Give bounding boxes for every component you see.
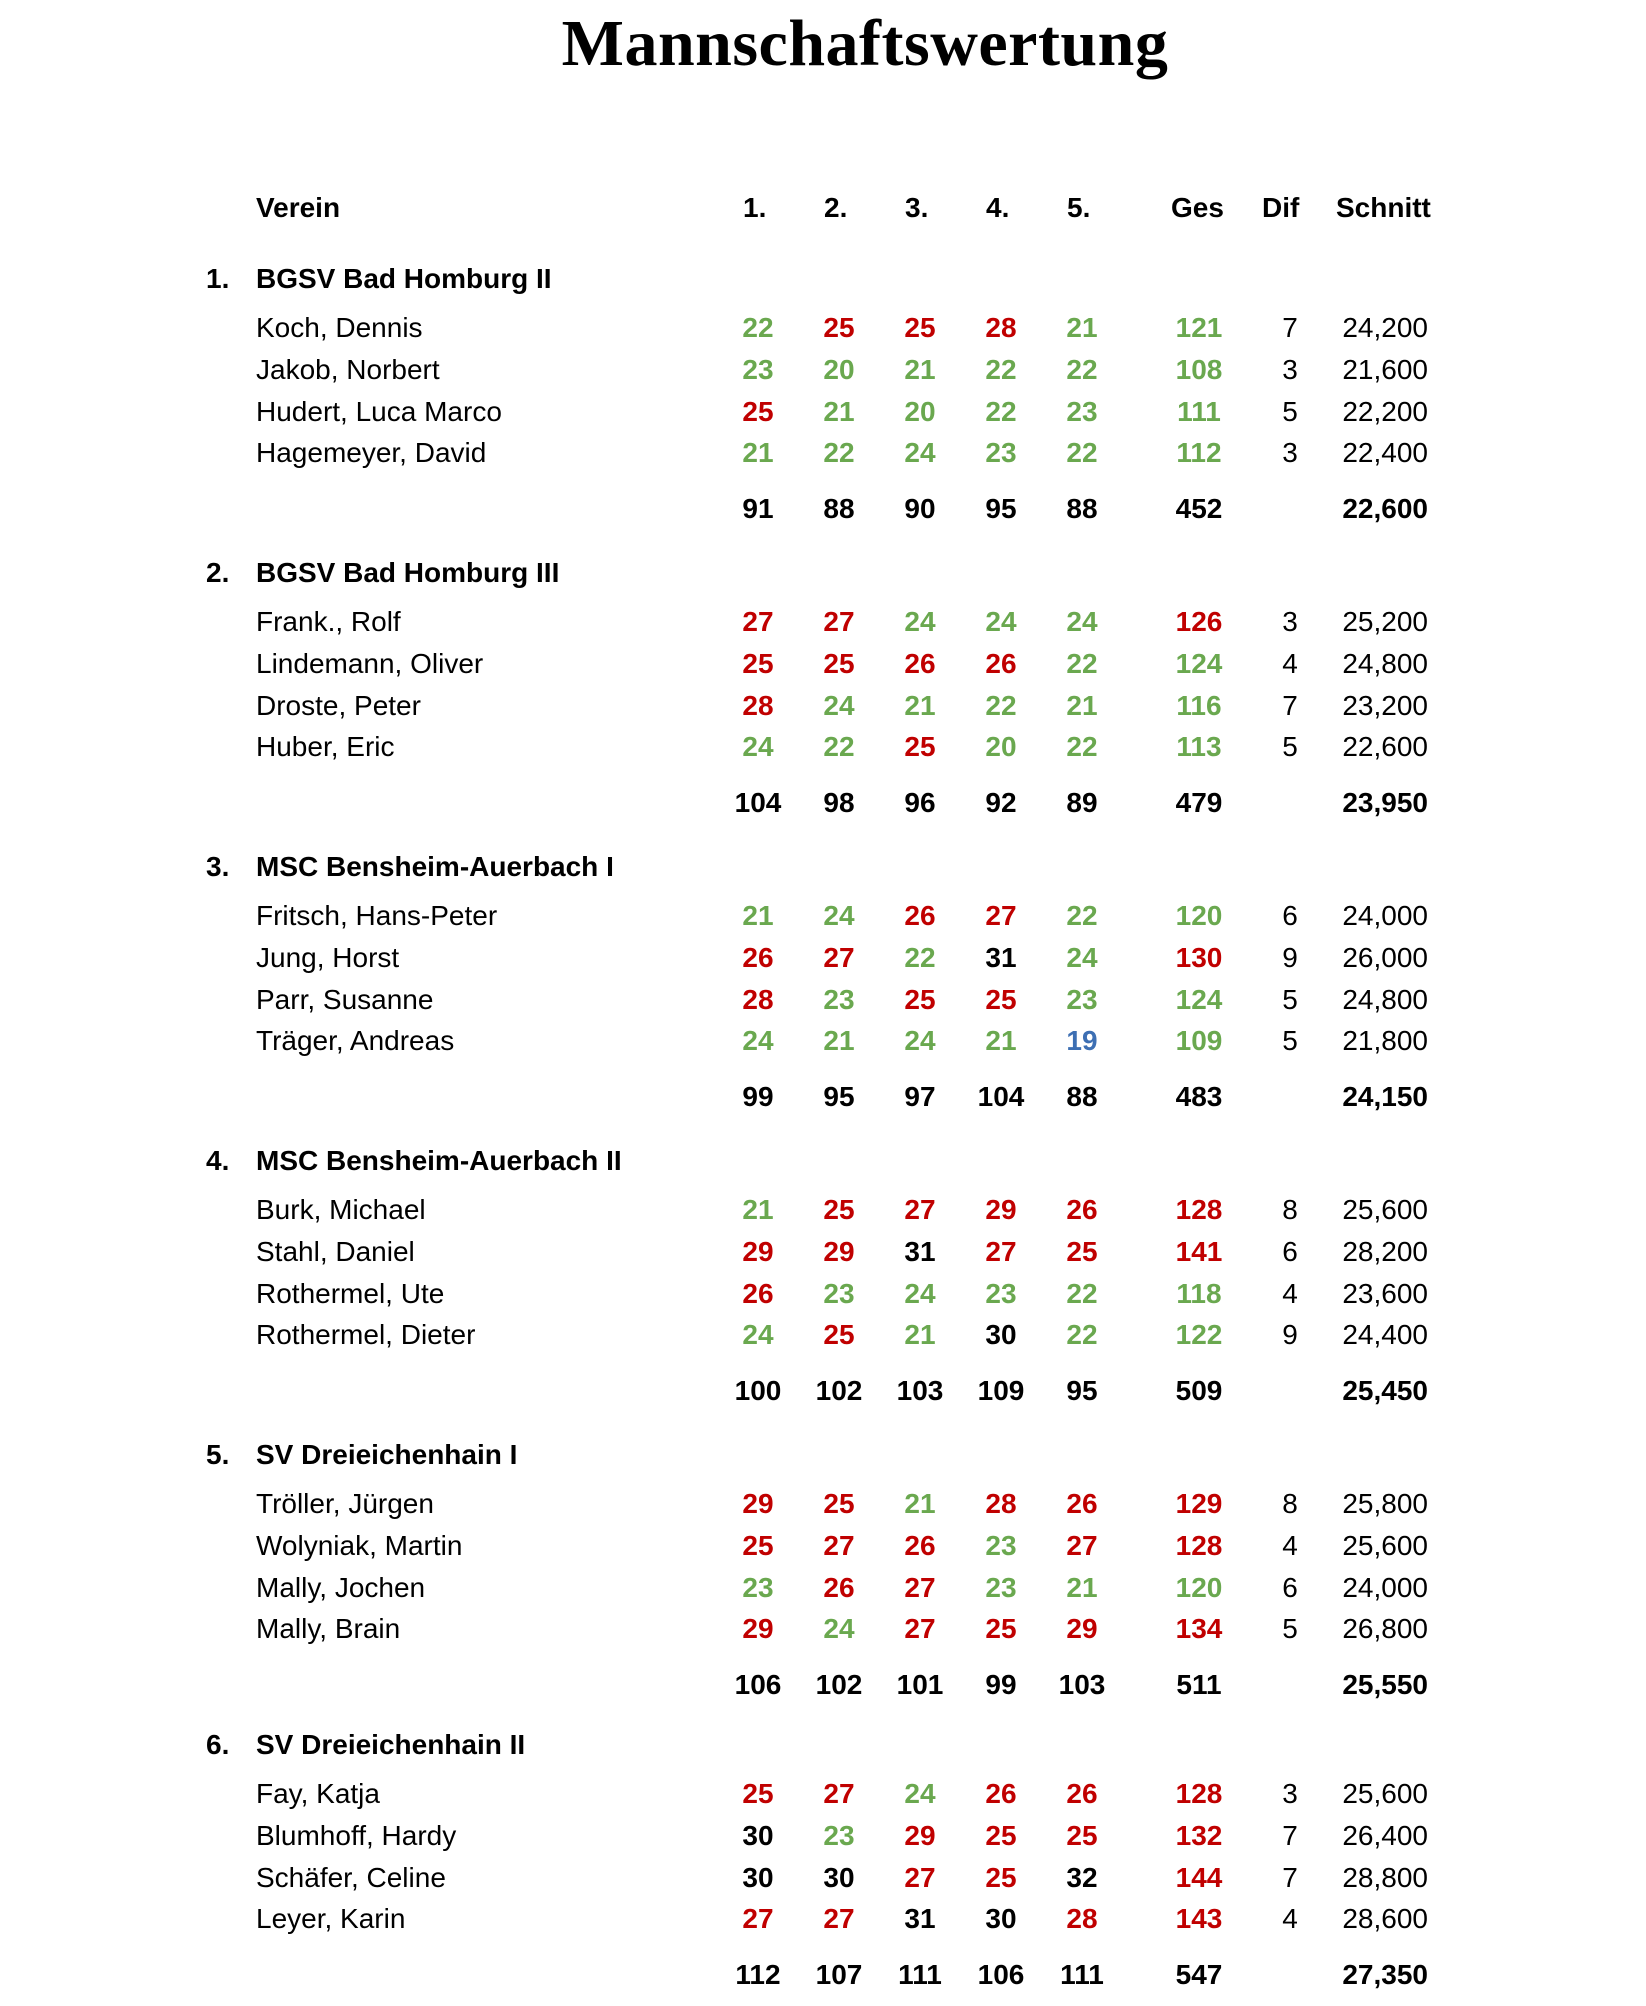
player-name: Burk, Michael <box>256 1194 426 1225</box>
player-name: Leyer, Karin <box>256 1903 406 1934</box>
player-round-2-score: 21 <box>823 396 855 427</box>
player-round-3-score: 25 <box>904 312 936 343</box>
player-name: Fritsch, Hans-Peter <box>256 900 498 931</box>
player-ges-total: 141 <box>1175 1236 1223 1267</box>
player-round-5-score: 22 <box>1066 900 1098 931</box>
player-round-4-score: 27 <box>985 900 1017 931</box>
team-ges-total: 547 <box>1175 1959 1223 1990</box>
player-round-1-score: 27 <box>742 606 774 637</box>
player-name: Huber, Eric <box>256 731 395 762</box>
team-name: BGSV Bad Homburg II <box>256 263 552 294</box>
player-round-2-score: 27 <box>823 942 855 973</box>
player-name: Hudert, Luca Marco <box>256 396 502 427</box>
team-rank: 3. <box>206 851 230 882</box>
player-round-4-score: 23 <box>985 1530 1017 1561</box>
player-round-5-score: 24 <box>1066 942 1098 973</box>
player-ges-total: 134 <box>1175 1613 1223 1644</box>
team-rank: 6. <box>206 1729 230 1760</box>
player-round-4-score: 30 <box>985 1903 1017 1934</box>
player-ges-total: 111 <box>1177 396 1221 427</box>
player-round-2-score: 24 <box>823 1613 855 1644</box>
player-round-4-score: 22 <box>985 354 1017 385</box>
player-schnitt: 22,200 <box>1342 396 1428 427</box>
player-round-1-score: 28 <box>742 690 774 721</box>
player-dif: 5 <box>1282 731 1298 762</box>
player-name: Parr, Susanne <box>256 984 434 1015</box>
player-round-1-score: 22 <box>742 312 774 343</box>
team-name: MSC Bensheim-Auerbach I <box>256 851 614 882</box>
header-round-5: 5. <box>1067 192 1091 223</box>
team-round-4-total: 99 <box>985 1669 1017 1700</box>
player-round-3-score: 27 <box>904 1862 936 1893</box>
player-schnitt: 28,600 <box>1342 1903 1428 1934</box>
player-schnitt: 26,400 <box>1342 1820 1428 1851</box>
player-round-2-score: 27 <box>823 606 855 637</box>
player-round-5-score: 21 <box>1066 1572 1098 1603</box>
player-round-4-score: 28 <box>985 312 1017 343</box>
player-ges-total: 143 <box>1175 1903 1223 1934</box>
player-round-3-score: 21 <box>904 690 936 721</box>
player-schnitt: 24,000 <box>1342 1572 1428 1603</box>
player-round-5-score: 22 <box>1066 1278 1098 1309</box>
player-name: Droste, Peter <box>256 690 421 721</box>
team-rank: 5. <box>206 1439 230 1470</box>
team-round-2-total: 88 <box>823 493 855 524</box>
player-round-5-score: 26 <box>1066 1488 1098 1519</box>
team-schnitt: 25,550 <box>1342 1669 1428 1700</box>
header-ges: Ges <box>1171 192 1224 223</box>
team-schnitt: 23,950 <box>1342 787 1428 818</box>
player-round-1-score: 29 <box>742 1236 774 1267</box>
player-round-3-score: 20 <box>904 396 936 427</box>
header-round-3: 3. <box>905 192 929 223</box>
player-dif: 7 <box>1282 1862 1298 1893</box>
player-round-1-score: 21 <box>742 437 774 468</box>
player-ges-total: 144 <box>1175 1862 1223 1893</box>
player-round-3-score: 27 <box>904 1613 936 1644</box>
player-dif: 4 <box>1282 1278 1298 1309</box>
team-name: SV Dreieichenhain II <box>256 1729 526 1760</box>
player-round-2-score: 23 <box>823 1278 855 1309</box>
team-ges-total: 509 <box>1175 1375 1223 1406</box>
player-ges-total: 120 <box>1175 900 1223 931</box>
header-verein: Verein <box>256 192 341 223</box>
player-round-5-score: 21 <box>1066 312 1098 343</box>
team-name: BGSV Bad Homburg III <box>256 557 560 588</box>
player-round-3-score: 22 <box>904 942 936 973</box>
player-round-4-score: 22 <box>985 690 1017 721</box>
player-round-3-score: 31 <box>904 1903 936 1934</box>
player-round-3-score: 21 <box>904 354 936 385</box>
player-schnitt: 28,800 <box>1342 1862 1428 1893</box>
player-schnitt: 25,600 <box>1342 1194 1428 1225</box>
header-round-1: 1. <box>743 192 767 223</box>
player-dif: 7 <box>1282 312 1298 343</box>
player-round-1-score: 26 <box>742 1278 774 1309</box>
team-round-3-total: 111 <box>898 1959 942 1990</box>
player-round-5-score: 21 <box>1066 690 1098 721</box>
team-round-3-total: 90 <box>904 493 936 524</box>
player-ges-total: 126 <box>1175 606 1223 637</box>
player-round-1-score: 27 <box>742 1903 774 1934</box>
player-ges-total: 109 <box>1175 1025 1223 1056</box>
player-dif: 4 <box>1282 1530 1298 1561</box>
player-round-2-score: 27 <box>823 1778 855 1809</box>
team-rank: 1. <box>206 263 230 294</box>
player-ges-total: 108 <box>1175 354 1223 385</box>
team-round-1-total: 99 <box>742 1081 774 1112</box>
player-round-2-score: 25 <box>823 648 855 679</box>
team-round-2-total: 102 <box>815 1669 863 1700</box>
player-round-4-score: 25 <box>985 1862 1017 1893</box>
player-round-2-score: 24 <box>823 690 855 721</box>
player-name: Stahl, Daniel <box>256 1236 415 1267</box>
player-round-2-score: 23 <box>823 984 855 1015</box>
player-dif: 3 <box>1282 1778 1298 1809</box>
team-round-5-total: 89 <box>1066 787 1098 818</box>
player-ges-total: 128 <box>1175 1530 1223 1561</box>
player-round-5-score: 32 <box>1066 1862 1098 1893</box>
player-name: Tröller, Jürgen <box>256 1488 434 1519</box>
page-title: Mannschaftswertung <box>561 7 1169 80</box>
player-round-1-score: 29 <box>742 1613 774 1644</box>
team-name: SV Dreieichenhain I <box>256 1439 518 1470</box>
player-schnitt: 26,800 <box>1342 1613 1428 1644</box>
player-dif: 5 <box>1282 1025 1298 1056</box>
player-round-5-score: 22 <box>1066 1319 1098 1350</box>
team-round-2-total: 102 <box>815 1375 863 1406</box>
player-round-1-score: 24 <box>742 731 774 762</box>
player-name: Rothermel, Dieter <box>256 1319 476 1350</box>
player-name: Jakob, Norbert <box>256 354 440 385</box>
player-round-5-score: 29 <box>1066 1613 1098 1644</box>
player-round-5-score: 28 <box>1066 1903 1098 1934</box>
player-name: Jung, Horst <box>256 942 400 973</box>
player-round-2-score: 25 <box>823 1319 855 1350</box>
player-dif: 5 <box>1282 984 1298 1015</box>
player-round-5-score: 22 <box>1066 354 1098 385</box>
team-schnitt: 24,150 <box>1342 1081 1428 1112</box>
player-round-3-score: 24 <box>904 606 936 637</box>
player-round-4-score: 23 <box>985 437 1017 468</box>
player-round-4-score: 25 <box>985 1820 1017 1851</box>
team-round-2-total: 107 <box>815 1959 863 1990</box>
player-ges-total: 129 <box>1175 1488 1223 1519</box>
player-round-1-score: 30 <box>742 1862 774 1893</box>
player-schnitt: 24,200 <box>1342 312 1428 343</box>
player-ges-total: 118 <box>1176 1278 1222 1309</box>
player-round-4-score: 25 <box>985 984 1017 1015</box>
team-rank: 2. <box>206 557 230 588</box>
player-round-3-score: 27 <box>904 1194 936 1225</box>
team-round-5-total: 111 <box>1060 1959 1104 1990</box>
team-schnitt: 22,600 <box>1342 493 1428 524</box>
player-round-1-score: 24 <box>742 1025 774 1056</box>
player-name: Frank., Rolf <box>256 606 401 637</box>
player-round-2-score: 27 <box>823 1530 855 1561</box>
player-round-2-score: 27 <box>823 1903 855 1934</box>
player-ges-total: 128 <box>1175 1778 1223 1809</box>
player-round-1-score: 23 <box>742 1572 774 1603</box>
player-name: Mally, Jochen <box>256 1572 426 1603</box>
player-round-3-score: 26 <box>904 648 936 679</box>
team-round-5-total: 95 <box>1066 1375 1098 1406</box>
player-dif: 5 <box>1282 1613 1298 1644</box>
player-round-5-score: 26 <box>1066 1778 1098 1809</box>
player-round-2-score: 22 <box>823 731 855 762</box>
player-name: Fay, Katja <box>256 1778 380 1809</box>
player-round-2-score: 25 <box>823 1488 855 1519</box>
player-round-1-score: 25 <box>742 1530 774 1561</box>
player-round-3-score: 21 <box>904 1319 936 1350</box>
team-round-4-total: 104 <box>977 1081 1025 1112</box>
team-round-1-total: 104 <box>734 787 782 818</box>
player-schnitt: 21,800 <box>1342 1025 1428 1056</box>
player-schnitt: 25,600 <box>1342 1530 1428 1561</box>
player-round-4-score: 31 <box>985 942 1017 973</box>
player-schnitt: 25,600 <box>1342 1778 1428 1809</box>
player-round-3-score: 24 <box>904 1278 936 1309</box>
team-round-2-total: 98 <box>823 787 855 818</box>
team-ges-total: 479 <box>1175 787 1223 818</box>
team-round-4-total: 106 <box>977 1959 1025 1990</box>
player-dif: 7 <box>1282 1820 1298 1851</box>
player-name: Hagemeyer, David <box>256 437 487 468</box>
player-round-2-score: 26 <box>823 1572 855 1603</box>
header-round-4: 4. <box>986 192 1010 223</box>
player-schnitt: 24,000 <box>1342 900 1428 931</box>
player-round-4-score: 26 <box>985 648 1017 679</box>
player-round-2-score: 22 <box>823 437 855 468</box>
player-dif: 9 <box>1282 1319 1298 1350</box>
header-round-2: 2. <box>824 192 848 223</box>
player-round-1-score: 29 <box>742 1488 774 1519</box>
player-ges-total: 128 <box>1175 1194 1223 1225</box>
player-dif: 3 <box>1282 606 1298 637</box>
player-round-3-score: 21 <box>904 1488 936 1519</box>
player-round-2-score: 20 <box>823 354 855 385</box>
player-ges-total: 112 <box>1176 437 1222 468</box>
player-round-4-score: 27 <box>985 1236 1017 1267</box>
player-round-2-score: 29 <box>823 1236 855 1267</box>
player-round-5-score: 22 <box>1066 648 1098 679</box>
player-round-3-score: 26 <box>904 1530 936 1561</box>
player-dif: 9 <box>1282 942 1298 973</box>
team-round-4-total: 109 <box>977 1375 1025 1406</box>
header-dif: Dif <box>1262 192 1300 223</box>
team-schnitt: 25,450 <box>1342 1375 1428 1406</box>
player-round-1-score: 21 <box>742 1194 774 1225</box>
player-round-4-score: 20 <box>985 731 1017 762</box>
player-round-4-score: 22 <box>985 396 1017 427</box>
player-name: Blumhoff, Hardy <box>256 1820 457 1851</box>
player-round-3-score: 25 <box>904 984 936 1015</box>
team-round-3-total: 96 <box>904 787 936 818</box>
player-round-3-score: 29 <box>904 1820 936 1851</box>
player-round-2-score: 30 <box>823 1862 855 1893</box>
player-round-4-score: 26 <box>985 1778 1017 1809</box>
player-round-2-score: 25 <box>823 1194 855 1225</box>
player-schnitt: 24,400 <box>1342 1319 1428 1350</box>
team-round-4-total: 92 <box>985 787 1017 818</box>
player-round-5-score: 27 <box>1066 1530 1098 1561</box>
player-dif: 5 <box>1282 396 1298 427</box>
player-schnitt: 23,200 <box>1342 690 1428 721</box>
player-dif: 8 <box>1282 1488 1298 1519</box>
player-round-2-score: 24 <box>823 900 855 931</box>
player-round-1-score: 24 <box>742 1319 774 1350</box>
player-dif: 3 <box>1282 437 1298 468</box>
team-rank: 4. <box>206 1145 230 1176</box>
player-round-3-score: 31 <box>904 1236 936 1267</box>
team-round-1-total: 91 <box>742 493 774 524</box>
player-round-4-score: 23 <box>985 1572 1017 1603</box>
player-round-2-score: 25 <box>823 312 855 343</box>
player-ges-total: 124 <box>1175 984 1223 1015</box>
player-name: Mally, Brain <box>256 1613 401 1644</box>
player-round-3-score: 27 <box>904 1572 936 1603</box>
team-name: MSC Bensheim-Auerbach II <box>256 1145 622 1176</box>
team-round-2-total: 95 <box>823 1081 855 1112</box>
team-round-4-total: 95 <box>985 493 1017 524</box>
player-round-4-score: 30 <box>985 1319 1017 1350</box>
player-dif: 7 <box>1282 690 1298 721</box>
player-schnitt: 24,800 <box>1342 648 1428 679</box>
player-round-3-score: 25 <box>904 731 936 762</box>
player-name: Koch, Dennis <box>256 312 423 343</box>
player-ges-total: 113 <box>1176 731 1222 762</box>
player-schnitt: 24,800 <box>1342 984 1428 1015</box>
player-round-5-score: 19 <box>1066 1025 1098 1056</box>
player-round-2-score: 21 <box>823 1025 855 1056</box>
player-round-1-score: 21 <box>742 900 774 931</box>
player-dif: 6 <box>1282 1572 1298 1603</box>
team-round-5-total: 103 <box>1058 1669 1106 1700</box>
header-schnitt: Schnitt <box>1336 192 1431 223</box>
player-dif: 6 <box>1282 900 1298 931</box>
player-round-3-score: 24 <box>904 1025 936 1056</box>
team-ges-total: 452 <box>1175 493 1223 524</box>
player-round-1-score: 25 <box>742 396 774 427</box>
player-round-5-score: 22 <box>1066 731 1098 762</box>
player-round-5-score: 25 <box>1066 1236 1098 1267</box>
player-ges-total: 130 <box>1175 942 1223 973</box>
player-ges-total: 124 <box>1175 648 1223 679</box>
player-dif: 8 <box>1282 1194 1298 1225</box>
player-schnitt: 21,600 <box>1342 354 1428 385</box>
player-round-5-score: 23 <box>1066 984 1098 1015</box>
player-round-5-score: 23 <box>1066 396 1098 427</box>
player-round-5-score: 25 <box>1066 1820 1098 1851</box>
player-schnitt: 22,600 <box>1342 731 1428 762</box>
player-round-4-score: 24 <box>985 606 1017 637</box>
team-round-3-total: 101 <box>896 1669 944 1700</box>
player-name: Rothermel, Ute <box>256 1278 445 1309</box>
player-dif: 3 <box>1282 354 1298 385</box>
player-dif: 4 <box>1282 648 1298 679</box>
player-round-4-score: 28 <box>985 1488 1017 1519</box>
team-ges-total: 483 <box>1175 1081 1223 1112</box>
player-round-1-score: 25 <box>742 648 774 679</box>
player-schnitt: 25,800 <box>1342 1488 1428 1519</box>
team-round-3-total: 103 <box>896 1375 944 1406</box>
team-round-1-total: 100 <box>734 1375 782 1406</box>
player-ges-total: 116 <box>1176 690 1222 721</box>
player-dif: 4 <box>1282 1903 1298 1934</box>
team-round-5-total: 88 <box>1066 493 1098 524</box>
player-name: Träger, Andreas <box>256 1025 455 1056</box>
player-round-3-score: 24 <box>904 437 936 468</box>
player-round-5-score: 26 <box>1066 1194 1098 1225</box>
player-ges-total: 121 <box>1175 312 1223 343</box>
player-schnitt: 28,200 <box>1342 1236 1428 1267</box>
team-ges-total: 511 <box>1176 1669 1222 1700</box>
player-round-5-score: 22 <box>1066 437 1098 468</box>
player-ges-total: 122 <box>1175 1319 1223 1350</box>
player-dif: 6 <box>1282 1236 1298 1267</box>
player-schnitt: 22,400 <box>1342 437 1428 468</box>
player-ges-total: 132 <box>1175 1820 1223 1851</box>
player-name: Schäfer, Celine <box>256 1862 446 1893</box>
player-round-3-score: 26 <box>904 900 936 931</box>
team-schnitt: 27,350 <box>1342 1959 1428 1990</box>
player-round-4-score: 21 <box>985 1025 1017 1056</box>
player-round-1-score: 25 <box>742 1778 774 1809</box>
player-round-3-score: 24 <box>904 1778 936 1809</box>
player-name: Wolyniak, Martin <box>256 1530 463 1561</box>
player-schnitt: 23,600 <box>1342 1278 1428 1309</box>
team-round-1-total: 106 <box>734 1669 782 1700</box>
player-round-1-score: 26 <box>742 942 774 973</box>
player-schnitt: 25,200 <box>1342 606 1428 637</box>
player-round-4-score: 29 <box>985 1194 1017 1225</box>
player-round-1-score: 23 <box>742 354 774 385</box>
player-schnitt: 26,000 <box>1342 942 1428 973</box>
player-round-4-score: 25 <box>985 1613 1017 1644</box>
player-round-1-score: 28 <box>742 984 774 1015</box>
player-ges-total: 120 <box>1175 1572 1223 1603</box>
team-round-5-total: 88 <box>1066 1081 1098 1112</box>
player-round-2-score: 23 <box>823 1820 855 1851</box>
team-round-3-total: 97 <box>904 1081 936 1112</box>
player-name: Lindemann, Oliver <box>256 648 484 679</box>
player-round-4-score: 23 <box>985 1278 1017 1309</box>
team-round-1-total: 112 <box>735 1959 781 1990</box>
player-round-1-score: 30 <box>742 1820 774 1851</box>
player-round-5-score: 24 <box>1066 606 1098 637</box>
